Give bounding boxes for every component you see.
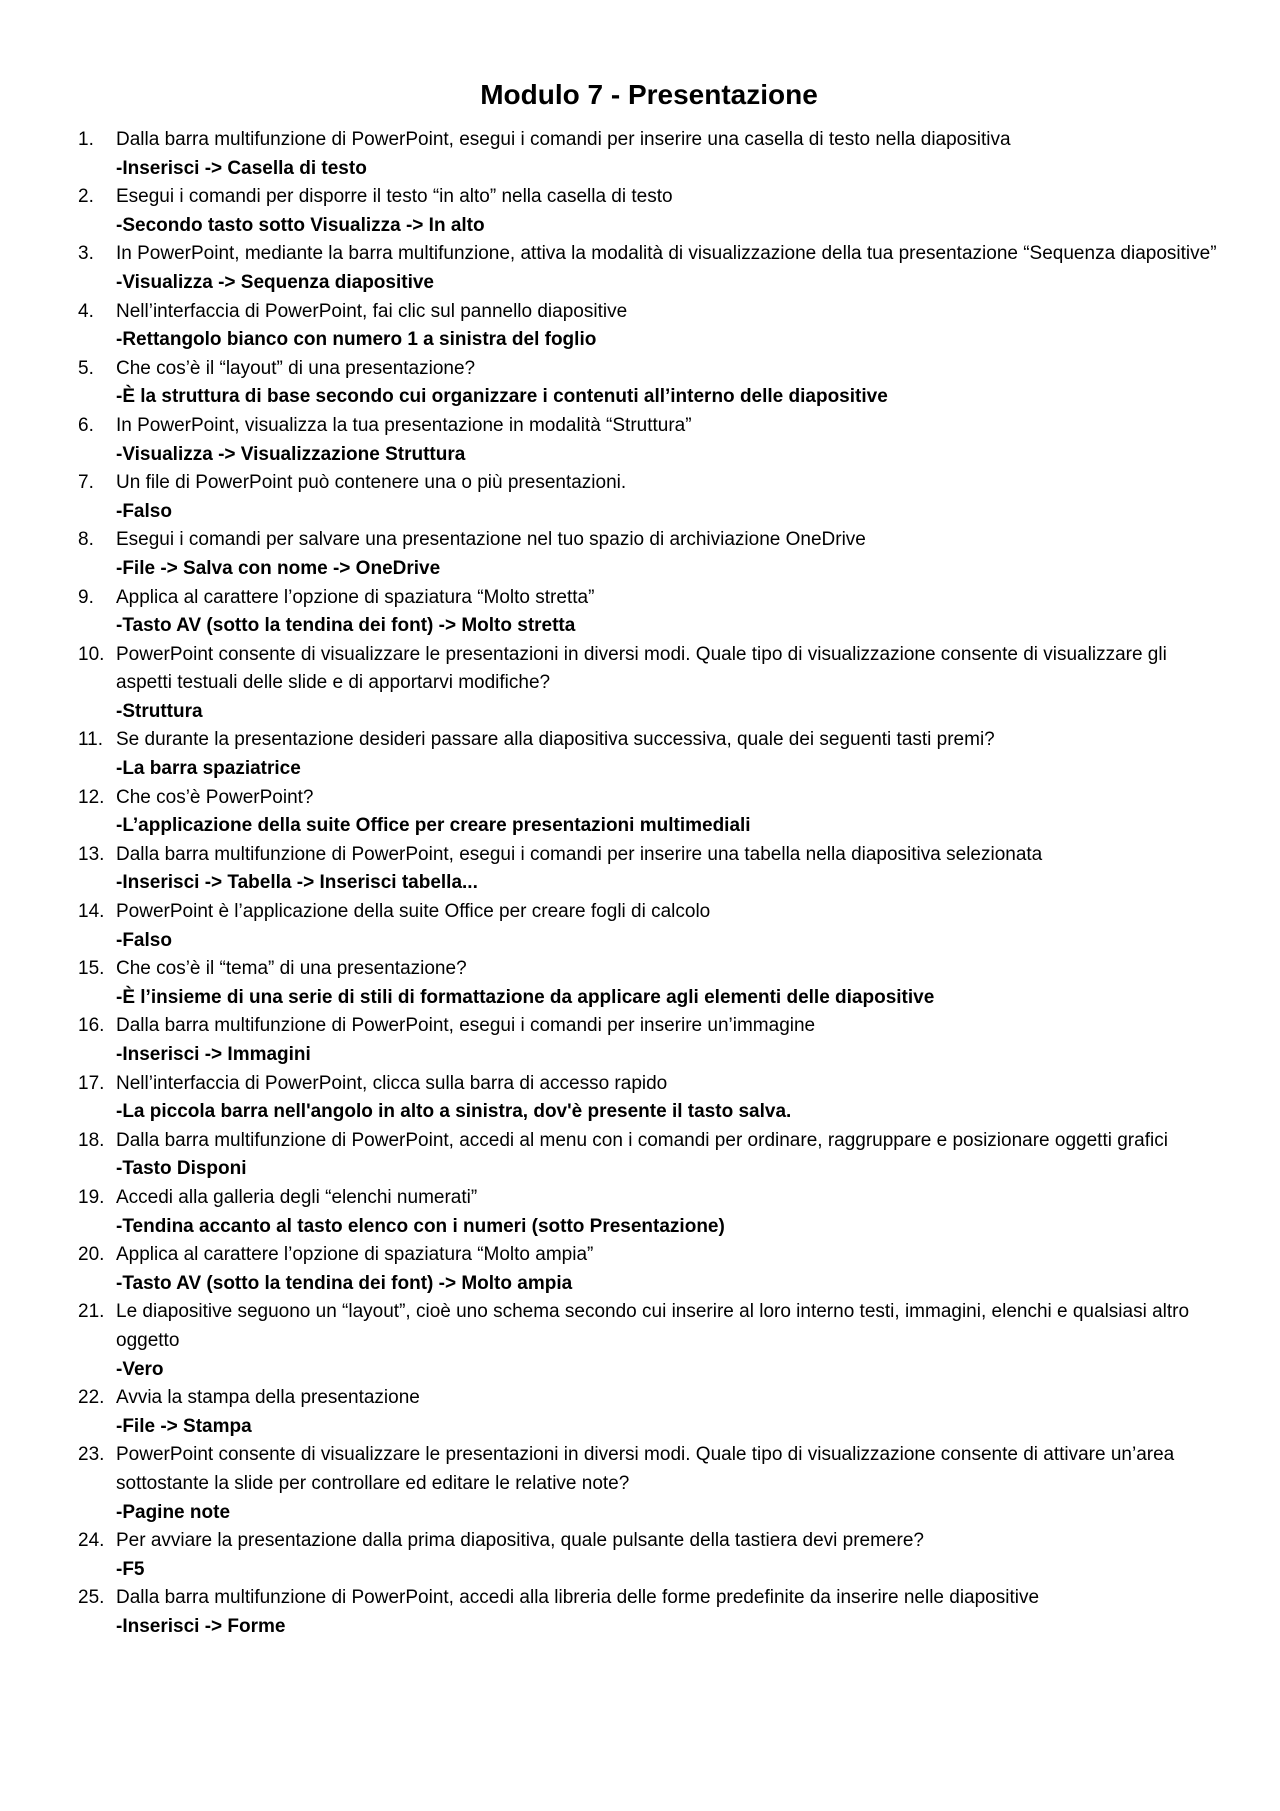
- question-text: Un file di PowerPoint può contenere una o più presentazioni.: [116, 472, 627, 494]
- answer-text: -Tasto AV (sotto la tendina dei font) -> Molto stretta: [116, 615, 576, 637]
- list-item: [78, 526, 1220, 583]
- question-text: Se durante la presentazione desideri passare alla diapositiva successiva, quale dei seguenti tasti premi?: [116, 729, 995, 751]
- item-number: 5.: [78, 357, 94, 379]
- item-body: [116, 1584, 1220, 1641]
- item-body: [116, 955, 1220, 1012]
- item-body: [116, 841, 1220, 898]
- item-number: 4.: [78, 300, 94, 322]
- answer-text: -Rettangolo bianco con numero 1 a sinistra del foglio: [116, 329, 597, 351]
- answer-text: -Falso: [116, 500, 172, 522]
- answer-text: -Pagine note: [116, 1501, 231, 1523]
- item-number: 11.: [78, 729, 104, 751]
- item-number: 14.: [78, 901, 105, 923]
- list-item: [78, 1241, 1220, 1298]
- question-text: Applica al carattere l’opzione di spaziatura “Molto ampia”: [116, 1244, 594, 1266]
- list-item: [78, 1384, 1220, 1441]
- list-item: [78, 641, 1220, 727]
- item-body: [116, 1527, 1220, 1584]
- item-number: 24.: [78, 1530, 105, 1552]
- item-body: [116, 298, 1220, 355]
- list-item: [78, 126, 1220, 183]
- item-number: 3.: [78, 243, 94, 265]
- list-item: [78, 1070, 1220, 1127]
- item-number: 7.: [78, 472, 94, 494]
- item-body: [116, 412, 1220, 469]
- item-body: [116, 1184, 1220, 1241]
- answer-text: -Falso: [116, 929, 172, 951]
- item-body: [116, 1070, 1220, 1127]
- item-number: 15.: [78, 958, 105, 980]
- question-text: Le diapositive seguono un “layout”, cioè uno schema secondo cui inserire al loro interno testi, immagini, elenchi e qualsiasi altro oggetto: [116, 1301, 1190, 1351]
- answer-text: -Tasto Disponi: [116, 1158, 247, 1180]
- question-text: PowerPoint è l’applicazione della suite Office per creare fogli di calcolo: [116, 901, 711, 923]
- item-body: [116, 1298, 1220, 1384]
- item-number: 6.: [78, 414, 94, 436]
- item-body: [116, 1441, 1220, 1527]
- list-item: [78, 412, 1220, 469]
- item-body: [116, 126, 1220, 183]
- question-text: Che cos’è PowerPoint?: [116, 786, 314, 808]
- answer-text: -File -> Salva con nome -> OneDrive: [116, 557, 441, 579]
- item-number: 1.: [78, 129, 94, 150]
- question-text: Dalla barra multifunzione di PowerPoint, esegui i comandi per inserire un’immagine: [116, 1015, 816, 1037]
- item-body: [116, 355, 1220, 412]
- list-item: [78, 1584, 1220, 1641]
- question-text: Accedi alla galleria degli “elenchi numerati”: [116, 1186, 478, 1208]
- question-text: Esegui i comandi per disporre il testo “in alto” nella casella di testo: [116, 186, 673, 208]
- list-item: [78, 955, 1220, 1012]
- item-body: [116, 641, 1220, 727]
- question-text: Che cos’è il “tema” di una presentazione?: [116, 958, 467, 980]
- item-number: 16.: [78, 1015, 105, 1037]
- question-text: Avvia la stampa della presentazione: [116, 1387, 420, 1409]
- list-item: [78, 841, 1220, 898]
- item-number: 21.: [78, 1301, 105, 1323]
- list-item: [78, 1127, 1220, 1184]
- list-item: [78, 784, 1220, 841]
- answer-text: -Inserisci -> Tabella -> Inserisci tabella...: [116, 872, 478, 894]
- question-text: Per avviare la presentazione dalla prima diapositiva, quale pulsante della tastiera devi premere?: [116, 1530, 924, 1552]
- item-body: [116, 469, 1220, 526]
- list-item: [78, 898, 1220, 955]
- answer-text: -È l’insieme di una serie di stili di formattazione da applicare agli elementi delle diapositive: [116, 986, 935, 1008]
- answer-text: -La piccola barra nell'angolo in alto a sinistra, dov'è presente il tasto salva.: [116, 1101, 792, 1123]
- item-number: 12.: [78, 786, 105, 808]
- item-body: [116, 898, 1220, 955]
- answer-text: -Inserisci -> Forme: [116, 1615, 286, 1637]
- question-text: In PowerPoint, mediante la barra multifunzione, attiva la modalità di visualizzazione della tua presentazione “Sequenza diapositive”: [116, 243, 1217, 265]
- item-number: 9.: [78, 586, 94, 608]
- item-number: 23.: [78, 1444, 105, 1466]
- question-text: Nell’interfaccia di PowerPoint, clicca sulla barra di accesso rapido: [116, 1072, 668, 1094]
- list-item: [78, 240, 1220, 297]
- question-text: Esegui i comandi per salvare una presentazione nel tuo spazio di archiviazione OneDrive: [116, 529, 866, 551]
- list-item: [78, 355, 1220, 412]
- item-body: [116, 584, 1220, 641]
- item-number: 10.: [78, 643, 105, 665]
- answer-text: -Inserisci -> Immagini: [116, 1044, 311, 1065]
- list-item: [78, 298, 1220, 355]
- item-body: [116, 1384, 1220, 1441]
- question-text: Nell’interfaccia di PowerPoint, fai clic sul pannello diapositive: [116, 300, 628, 322]
- answer-text: -Inserisci -> Casella di testo: [116, 157, 367, 179]
- answer-text: -Visualizza -> Sequenza diapositive: [116, 271, 434, 293]
- question-list: [78, 126, 1220, 1641]
- item-body: [116, 1012, 1220, 1069]
- item-number: 22.: [78, 1387, 105, 1409]
- item-body: [116, 726, 1220, 783]
- answer-text: -Vero: [116, 1358, 164, 1380]
- answer-text: -È la struttura di base secondo cui organizzare i contenuti all’interno delle diapositive: [116, 386, 888, 408]
- page-title: Modulo 7 - Presentazione: [480, 79, 818, 110]
- question-text: Dalla barra multifunzione di PowerPoint, esegui i comandi per inserire una casella di testo nella diapositiva: [116, 129, 1011, 150]
- list-item: [78, 1184, 1220, 1241]
- item-number: 2.: [78, 186, 94, 208]
- item-body: [116, 240, 1220, 297]
- item-number: 13.: [78, 843, 105, 865]
- item-number: 20.: [78, 1244, 105, 1266]
- question-text: In PowerPoint, visualizza la tua presentazione in modalità “Struttura”: [116, 414, 692, 436]
- item-number: 25.: [78, 1587, 105, 1609]
- list-item: [78, 1012, 1220, 1069]
- answer-text: -F5: [116, 1558, 145, 1580]
- answer-text: -Struttura: [116, 700, 203, 722]
- list-item: [78, 1298, 1220, 1384]
- list-item: [78, 726, 1220, 783]
- question-text: PowerPoint consente di visualizzare le presentazioni in diversi modi. Quale tipo di visualizzazione consente di attivare un’area sottostante la slide per controllare ed editare le relative note?: [116, 1444, 1175, 1494]
- answer-text: -Tasto AV (sotto la tendina dei font) -> Molto ampia: [116, 1272, 573, 1294]
- item-number: 18.: [78, 1129, 105, 1151]
- list-item: [78, 469, 1220, 526]
- item-body: [116, 784, 1220, 841]
- answer-text: -La barra spaziatrice: [116, 758, 301, 780]
- question-text: PowerPoint consente di visualizzare le presentazioni in diversi modi. Quale tipo di visualizzazione consente di visualizzare gli aspetti testuali delle slide e di apportarvi modifiche?: [116, 643, 1167, 694]
- question-text: Dalla barra multifunzione di PowerPoint, accedi alla libreria delle forme predefinite da inserire nelle diapositive: [116, 1587, 1040, 1609]
- item-body: [116, 1127, 1220, 1184]
- list-item: [78, 1527, 1220, 1584]
- answer-text: -Secondo tasto sotto Visualizza -> In alto: [116, 214, 485, 236]
- item-body: [116, 526, 1220, 583]
- question-text: Che cos’è il “layout” di una presentazione?: [116, 357, 476, 379]
- item-number: 8.: [78, 529, 94, 551]
- list-item: [78, 584, 1220, 641]
- answer-text: -Tendina accanto al tasto elenco con i numeri (sotto Presentazione): [116, 1215, 725, 1237]
- question-text: Dalla barra multifunzione di PowerPoint, accedi al menu con i comandi per ordinare, raggruppare e posizionare oggetti grafici: [116, 1129, 1168, 1151]
- item-number: 19.: [78, 1186, 105, 1208]
- item-body: [116, 183, 1220, 240]
- list-item: [78, 1441, 1220, 1527]
- item-body: [116, 1241, 1220, 1298]
- answer-text: -Visualizza -> Visualizzazione Struttura: [116, 443, 466, 465]
- answer-text: -File -> Stampa: [116, 1415, 252, 1437]
- question-text: Dalla barra multifunzione di PowerPoint, esegui i comandi per inserire una tabella nella diapositiva selezionata: [116, 843, 1043, 865]
- list-item: [78, 183, 1220, 240]
- item-number: 17.: [78, 1072, 105, 1094]
- answer-text: -L’applicazione della suite Office per creare presentazioni multimediali: [116, 815, 751, 837]
- question-text: Applica al carattere l’opzione di spaziatura “Molto stretta”: [116, 586, 595, 608]
